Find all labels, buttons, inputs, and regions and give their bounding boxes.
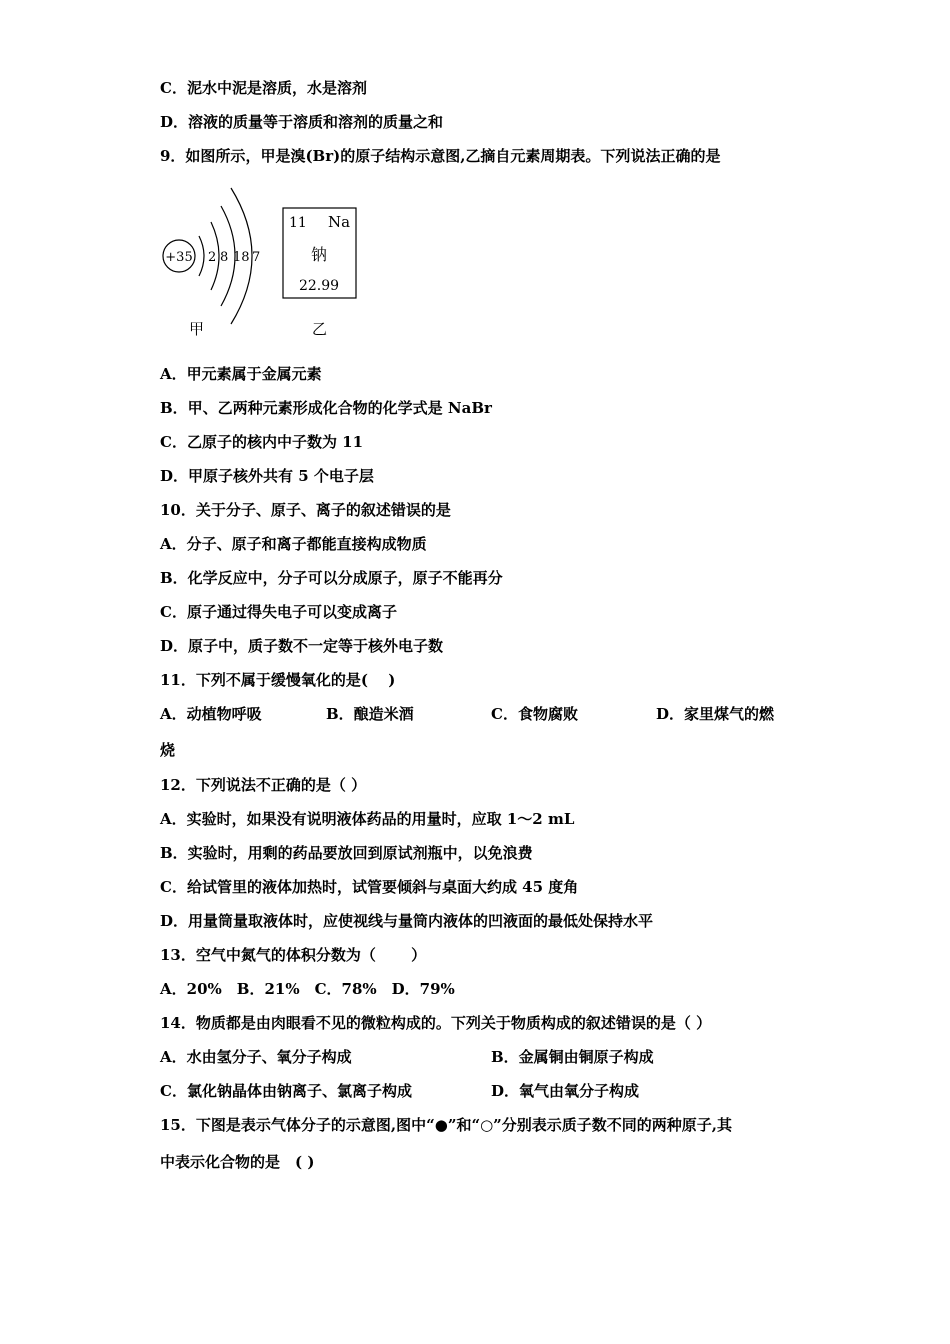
question-14: 14．物质都是由肉眼看不见的微粒构成的。下列关于物质构成的叙述错误的是（ ）	[160, 1014, 712, 1032]
option-10c: C．原子通过得失电子可以变成离子	[160, 603, 397, 621]
option-11c: C．食物腐败	[491, 705, 578, 723]
question-9: 9．如图所示，甲是溴(Br)的原子结构示意图,乙摘自元素周期表。下列说法正确的是	[160, 147, 721, 165]
question-15-continued: 中表示化合物的是 ( )	[160, 1153, 315, 1171]
option-12d: D．用量筒量取液体时，应使视线与量筒内液体的凹液面的最低处保持水平	[160, 912, 654, 930]
option-10a: A．分子、原子和离子都能直接构成物质	[160, 535, 427, 553]
option-12b: B．实验时，用剩的药品要放回到原试剂瓶中，以免浪费	[160, 844, 533, 862]
option-10d: D．原子中，质子数不一定等于核外电子数	[160, 637, 444, 655]
element-name: 钠	[310, 245, 328, 264]
shell-2-electrons: 8	[220, 250, 229, 265]
option-9c: C．乙原子的核内中子数为 11	[160, 433, 364, 451]
option-10b: B．化学反应中，分子可以分成原子，原子不能再分	[160, 569, 503, 587]
label-yi: 乙	[312, 320, 328, 338]
element-number: 11	[289, 215, 307, 231]
option-11d: D．家里煤气的燃	[656, 705, 775, 723]
question-13: 13．空气中氮气的体积分数为（ ）	[160, 946, 427, 964]
option-12a: A．实验时，如果没有说明液体药品的用量时，应取 1～2 mL	[160, 810, 575, 828]
option-9a: A．甲元素属于金属元素	[160, 365, 322, 383]
option-11d-continued: 烧	[160, 741, 176, 759]
option-9b: B．甲、乙两种元素形成化合物的化学式是 NaBr	[160, 399, 492, 417]
option-9d: D．甲原子核外共有 5 个电子层	[160, 467, 374, 485]
option-9prev-c: C．泥水中泥是溶质，水是溶剂	[160, 79, 367, 97]
question-11: 11．下列不属于缓慢氧化的是( )	[160, 671, 396, 689]
option-14a: A．水由氢分子、氧分子构成	[160, 1048, 352, 1066]
element-symbol: Na	[328, 213, 351, 231]
shell-arc-1	[199, 236, 204, 276]
bromine-sodium-diagram	[155, 178, 375, 343]
question-9-figure	[155, 178, 375, 343]
nucleus-charge: +35	[165, 250, 193, 265]
shell-4-electrons: 7	[252, 250, 261, 265]
option-11b: B．酿造米酒	[326, 705, 414, 723]
option-11a: A．动植物呼吸	[160, 705, 262, 723]
shell-3-electrons: 18	[233, 250, 250, 265]
element-mass: 22.99	[298, 278, 340, 294]
label-jia: 甲	[189, 320, 205, 338]
option-14b: B．金属铜由铜原子构成	[491, 1048, 654, 1066]
options-13: A．20% B．21% C．78% D．79%	[160, 980, 455, 998]
option-14c: C．氯化钠晶体由钠离子、氯离子构成	[160, 1082, 412, 1100]
option-14d: D．氧气由氧分子构成	[491, 1082, 640, 1100]
option-9prev-d: D．溶液的质量等于溶质和溶剂的质量之和	[160, 113, 444, 131]
option-12c: C．给试管里的液体加热时，试管要倾斜与桌面大约成 45 度角	[160, 878, 579, 896]
question-12: 12．下列说法不正确的是（ ）	[160, 776, 367, 794]
question-10: 10．关于分子、原子、离子的叙述错误的是	[160, 501, 451, 519]
shell-1-electrons: 2	[208, 250, 217, 265]
question-15: 15．下图是表示气体分子的示意图,图中“●”和“○”分别表示质子数不同的两种原子,其	[160, 1116, 733, 1134]
